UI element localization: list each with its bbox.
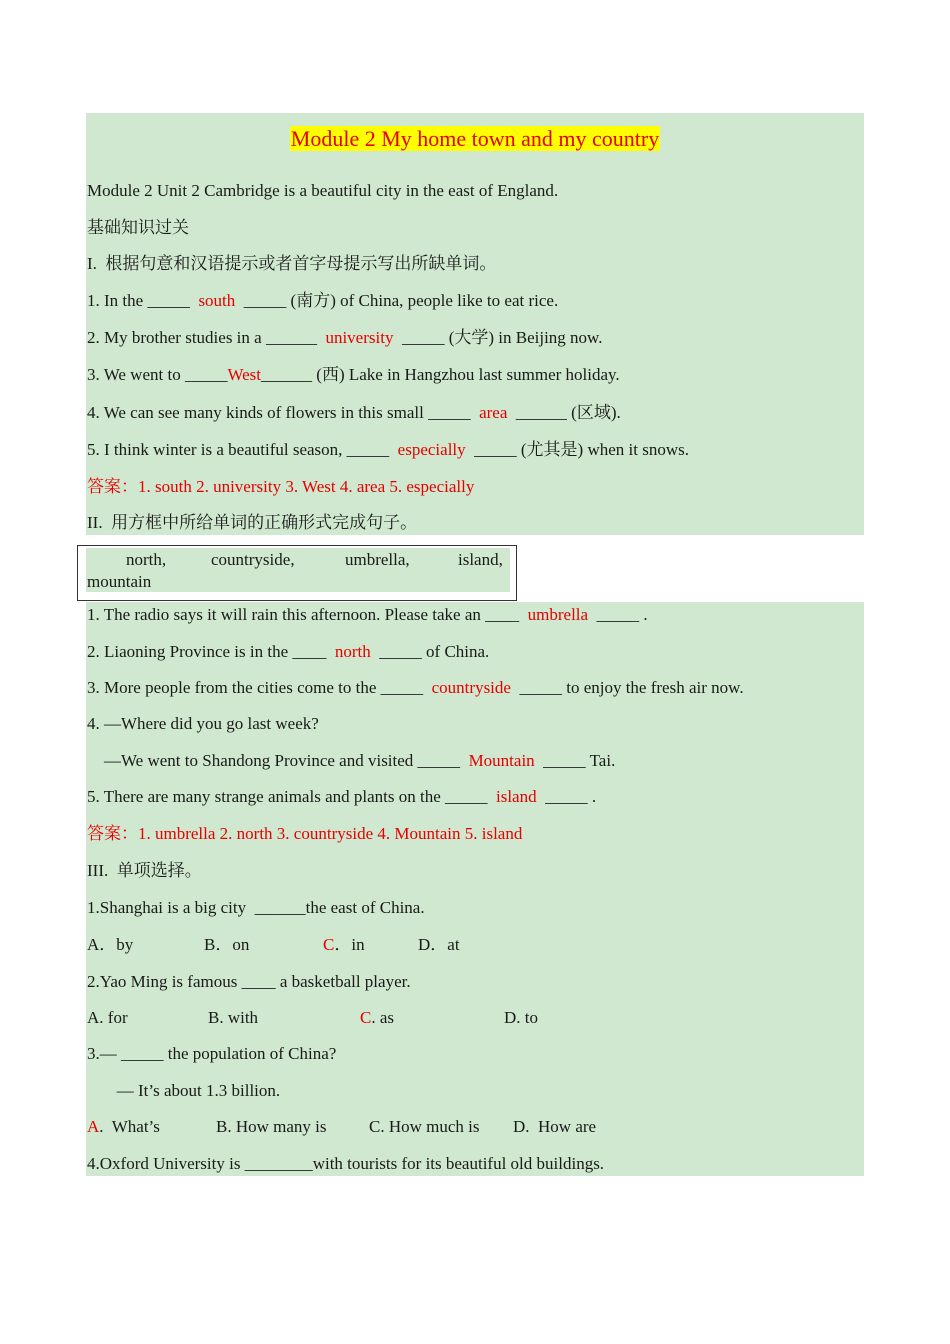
answer-text: especially — [397, 440, 466, 459]
part3-q3: 3.— _____ the population of China? — [87, 1044, 337, 1063]
green-band-top — [86, 113, 864, 535]
answer-text: island — [496, 787, 537, 806]
part3-q3-option-b: B. How many is — [216, 1117, 327, 1136]
part3-heading: III. 单项选择。 — [87, 861, 202, 880]
part1-q2: 2. My brother studies in a ______ university _____ (大学) in Beijing now. — [87, 328, 603, 347]
subtitle: Module 2 Unit 2 Cambridge is a beautiful city in the east of England. — [87, 181, 559, 200]
word-box — [77, 545, 517, 601]
part3-q2-option-d: D. to — [504, 1008, 538, 1027]
part3-q4: 4.Oxford University is ________with tourists for its beautiful old buildings. — [87, 1154, 605, 1173]
part3-q2: 2.Yao Ming is famous ____ a basketball player. — [87, 972, 411, 991]
part2-q4b: —We went to Shandong Province and visited _____ Mountain _____ Tai. — [87, 751, 616, 770]
word-item: island, — [458, 550, 503, 569]
part3-q3b: — It’s about 1.3 billion. — [87, 1081, 281, 1100]
answer-text: area — [479, 403, 508, 422]
part1-q4: 4. We can see many kinds of flowers in this small _____ area ______ (区域). — [87, 403, 621, 422]
part2-q1: 1. The radio says it will rain this afternoon. Please take an ____ umbrella _____ . — [87, 605, 648, 624]
part3-q1-option-d: D．at — [418, 935, 460, 954]
answer-letter: C — [360, 1008, 372, 1027]
part3-q3-option-a: A. What’s — [87, 1117, 160, 1136]
answer-text: university — [325, 328, 394, 347]
part3-q2-option-c: C. as — [360, 1008, 395, 1027]
part1-answer: 答案：1. south 2. university 3. West 4. area 5. especially — [87, 477, 475, 496]
part3-q3-option-c: C. How much is — [369, 1117, 480, 1136]
answer-text: umbrella — [527, 605, 589, 624]
answer-text: West — [227, 365, 262, 384]
answer-text: south — [198, 291, 236, 310]
section-basic: 基础知识过关 — [87, 218, 189, 237]
part3-q2-option-a: A. for — [87, 1008, 128, 1027]
page-title — [0, 126, 950, 152]
part2-answer: 答案：1. umbrella 2. north 3. countryside 4. Mountain 5. island — [87, 824, 523, 843]
answer-letter: A — [87, 1117, 100, 1136]
part2-q5: 5. There are many strange animals and plants on the _____ island _____ . — [87, 787, 597, 806]
part2-heading: II. 用方框中所给单词的正确形式完成句子。 — [87, 513, 418, 532]
answer-letter: C — [323, 935, 335, 954]
part3-q1-option-b: B．on — [204, 935, 250, 954]
part1-q1: 1. In the _____ south _____ (南方) of China, people like to eat rice. — [87, 291, 559, 310]
part3-q2-option-b: B. with — [208, 1008, 259, 1027]
part1-q5: 5. I think winter is a beautiful season, _____ especially _____ (尤其是) when it snows. — [87, 440, 689, 459]
part3-q1-option-a: A．by — [87, 935, 134, 954]
part3-q1-option-c: C．in — [323, 935, 365, 954]
word-item: countryside, — [211, 550, 295, 569]
part3-q3-option-d: D. How are — [513, 1117, 597, 1136]
answer-text: countryside — [431, 678, 511, 697]
answer-text: Mountain — [468, 751, 535, 770]
word-item: umbrella, — [345, 550, 410, 569]
word-item: north, — [126, 550, 167, 569]
part2-q2: 2. Liaoning Province is in the ____ north _____ of China. — [87, 642, 490, 661]
part2-q3: 3. More people from the cities come to the _____ countryside _____ to enjoy the fresh air now. — [87, 678, 744, 697]
part1-heading: I. 根据句意和汉语提示或者首字母提示写出所缺单词。 — [87, 254, 497, 273]
title-text: Module 2 My home town and my country — [290, 126, 660, 151]
part2-q4a: 4. —Where did you go last week? — [87, 714, 319, 733]
word-item: mountain — [87, 572, 152, 591]
answer-text: north — [334, 642, 371, 661]
part1-q3: 3. We went to _____West______ (西) Lake in Hangzhou last summer holiday. — [87, 365, 620, 384]
part3-q1: 1.Shanghai is a big city ______the east of China. — [87, 898, 425, 917]
